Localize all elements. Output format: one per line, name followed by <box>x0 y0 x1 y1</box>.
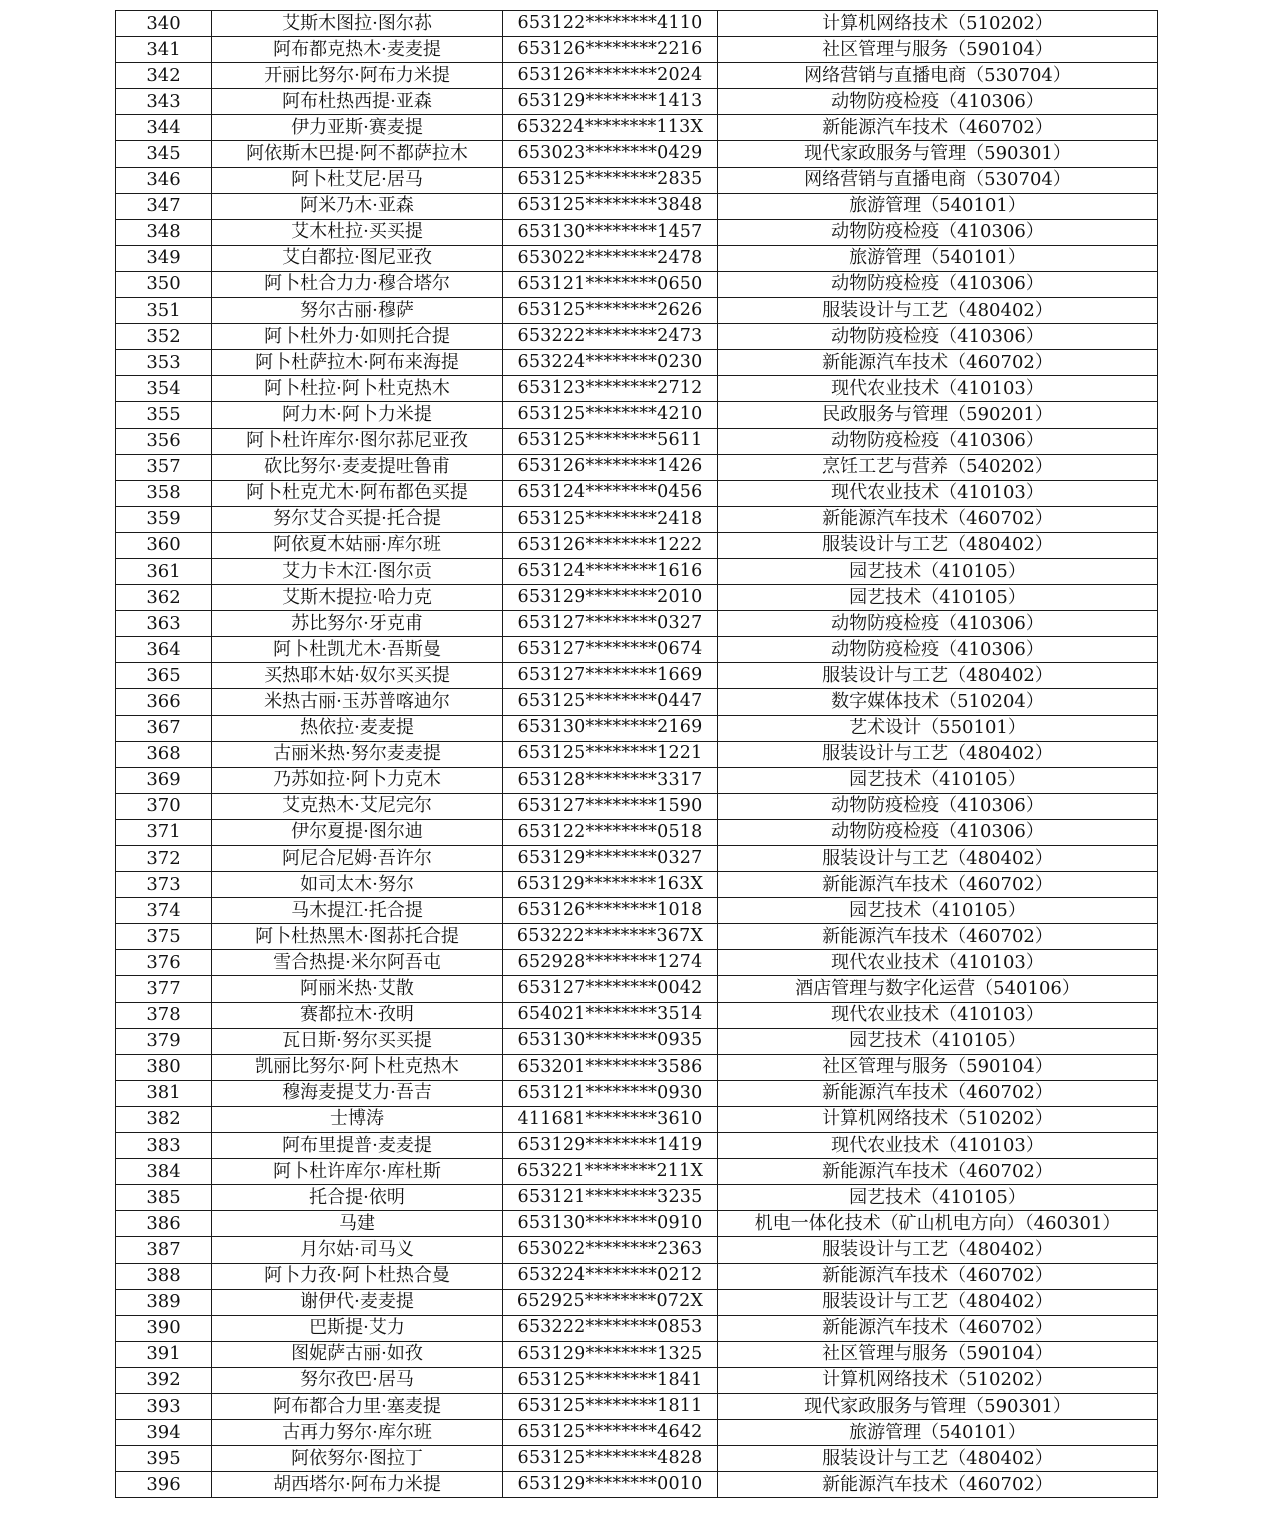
row-number-cell: 396 <box>116 1472 212 1498</box>
table-row <box>116 480 1158 506</box>
row-number-cell: 362 <box>116 585 212 611</box>
major-cell: 新能源汽车技术（460702） <box>718 115 1158 141</box>
row-number-cell: 345 <box>116 141 212 167</box>
major-cell: 园艺技术（410105） <box>718 767 1158 793</box>
major-cell: 新能源汽车技术（460702） <box>718 506 1158 532</box>
major-cell: 旅游管理（540101） <box>718 245 1158 271</box>
row-number-cell: 386 <box>116 1211 212 1237</box>
major-cell: 新能源汽车技术（460702） <box>718 872 1158 898</box>
row-number-cell: 384 <box>116 1159 212 1185</box>
name-cell: 阿卜力孜·阿卜杜热合曼 <box>212 1263 503 1289</box>
major-cell: 动物防疫检疫（410306） <box>718 637 1158 663</box>
name-cell: 努尔古丽·穆萨 <box>212 298 503 324</box>
table-row <box>116 1185 1158 1211</box>
major-cell: 动物防疫检疫（410306） <box>718 324 1158 350</box>
table-row <box>116 741 1158 767</box>
name-cell: 阿依斯木巴提·阿不都萨拉木 <box>212 141 503 167</box>
row-number-cell: 372 <box>116 846 212 872</box>
major-cell: 服装设计与工艺（480402） <box>718 663 1158 689</box>
major-cell: 服装设计与工艺（480402） <box>718 846 1158 872</box>
id-number-cell: 653127********0042 <box>503 976 718 1002</box>
id-number-cell: 653121********3235 <box>503 1185 718 1211</box>
row-number-cell: 383 <box>116 1133 212 1159</box>
name-cell: 伊尔夏提·图尔迪 <box>212 819 503 845</box>
id-number-cell: 652928********1274 <box>503 950 718 976</box>
name-cell: 阿力木·阿卜力米提 <box>212 402 503 428</box>
row-number-cell: 353 <box>116 350 212 376</box>
row-number-cell: 377 <box>116 976 212 1002</box>
table-row <box>116 689 1158 715</box>
id-number-cell: 653126********2216 <box>503 37 718 63</box>
name-cell: 巴斯提·艾力 <box>212 1315 503 1341</box>
row-number-cell: 389 <box>116 1289 212 1315</box>
id-number-cell: 653125********1841 <box>503 1367 718 1393</box>
name-cell: 阿布都克热木·麦麦提 <box>212 37 503 63</box>
major-cell: 酒店管理与数字化运营（540106） <box>718 976 1158 1002</box>
major-cell: 新能源汽车技术（460702） <box>718 1472 1158 1498</box>
row-number-cell: 344 <box>116 115 212 141</box>
name-cell: 热依拉·麦麦提 <box>212 715 503 741</box>
row-number-cell: 347 <box>116 193 212 219</box>
id-number-cell: 653125********2418 <box>503 506 718 532</box>
row-number-cell: 388 <box>116 1263 212 1289</box>
name-cell: 瓦日斯·努尔买买提 <box>212 1028 503 1054</box>
table-body <box>116 11 1158 1498</box>
table-row <box>116 219 1158 245</box>
row-number-cell: 349 <box>116 245 212 271</box>
table-row <box>116 141 1158 167</box>
major-cell: 现代家政服务与管理（590301） <box>718 1393 1158 1419</box>
name-cell: 阿卜杜许库尔·图尔荪尼亚孜 <box>212 428 503 454</box>
row-number-cell: 394 <box>116 1420 212 1446</box>
id-number-cell: 653125********2835 <box>503 167 718 193</box>
name-cell: 胡西塔尔·阿布力米提 <box>212 1472 503 1498</box>
id-number-cell: 653127********0674 <box>503 637 718 663</box>
table-row <box>116 611 1158 637</box>
table-row <box>116 350 1158 376</box>
id-number-cell: 653125********4828 <box>503 1446 718 1472</box>
name-cell: 艾力卡木江·图尔贡 <box>212 558 503 584</box>
table-row <box>116 532 1158 558</box>
id-number-cell: 653126********1426 <box>503 454 718 480</box>
major-cell: 新能源汽车技术（460702） <box>718 1159 1158 1185</box>
row-number-cell: 363 <box>116 611 212 637</box>
name-cell: 砍比努尔·麦麦提吐鲁甫 <box>212 454 503 480</box>
major-cell: 机电一体化技术（矿山机电方向）（460301） <box>718 1211 1158 1237</box>
table-row <box>116 402 1158 428</box>
major-cell: 园艺技术（410105） <box>718 1028 1158 1054</box>
table-row <box>116 324 1158 350</box>
major-cell: 动物防疫检疫（410306） <box>718 219 1158 245</box>
id-number-cell: 653128********3317 <box>503 767 718 793</box>
id-number-cell: 653125********2626 <box>503 298 718 324</box>
row-number-cell: 342 <box>116 63 212 89</box>
major-cell: 服装设计与工艺（480402） <box>718 741 1158 767</box>
id-number-cell: 653125********4210 <box>503 402 718 428</box>
id-number-cell: 653122********4110 <box>503 11 718 37</box>
table-row <box>116 950 1158 976</box>
row-number-cell: 378 <box>116 1002 212 1028</box>
major-cell: 动物防疫检疫（410306） <box>718 611 1158 637</box>
id-number-cell: 653125********4642 <box>503 1420 718 1446</box>
table-row <box>116 819 1158 845</box>
major-cell: 园艺技术（410105） <box>718 898 1158 924</box>
id-number-cell: 653121********0650 <box>503 271 718 297</box>
id-number-cell: 653125********1221 <box>503 741 718 767</box>
major-cell: 服装设计与工艺（480402） <box>718 298 1158 324</box>
major-cell: 现代家政服务与管理（590301） <box>718 141 1158 167</box>
table-row <box>116 1054 1158 1080</box>
table-row <box>116 271 1158 297</box>
name-cell: 买热耶木姑·奴尔买买提 <box>212 663 503 689</box>
row-number-cell: 350 <box>116 271 212 297</box>
id-number-cell: 653222********2473 <box>503 324 718 350</box>
id-number-cell: 653126********1222 <box>503 532 718 558</box>
row-number-cell: 340 <box>116 11 212 37</box>
id-number-cell: 653130********1457 <box>503 219 718 245</box>
id-number-cell: 653125********5611 <box>503 428 718 454</box>
row-number-cell: 366 <box>116 689 212 715</box>
id-number-cell: 653124********0456 <box>503 480 718 506</box>
id-number-cell: 653022********2478 <box>503 245 718 271</box>
major-cell: 计算机网络技术（510202） <box>718 1106 1158 1132</box>
name-cell: 阿布都合力里·塞麦提 <box>212 1393 503 1419</box>
major-cell: 新能源汽车技术（460702） <box>718 1315 1158 1341</box>
major-cell: 现代农业技术（410103） <box>718 480 1158 506</box>
table-row <box>116 1106 1158 1132</box>
id-number-cell: 653129********163X <box>503 872 718 898</box>
name-cell: 努尔艾合买提·托合提 <box>212 506 503 532</box>
name-cell: 阿布杜热西提·亚森 <box>212 89 503 115</box>
row-number-cell: 356 <box>116 428 212 454</box>
row-number-cell: 375 <box>116 924 212 950</box>
id-number-cell: 653125********3848 <box>503 193 718 219</box>
major-cell: 旅游管理（540101） <box>718 193 1158 219</box>
id-number-cell: 653127********0327 <box>503 611 718 637</box>
name-cell: 图妮萨古丽·如孜 <box>212 1341 503 1367</box>
id-number-cell: 653125********0447 <box>503 689 718 715</box>
major-cell: 艺术设计（550101） <box>718 715 1158 741</box>
table-row <box>116 976 1158 1002</box>
major-cell: 民政服务与管理（590201） <box>718 402 1158 428</box>
table-row <box>116 663 1158 689</box>
name-cell: 阿尼合尼姆·吾许尔 <box>212 846 503 872</box>
id-number-cell: 653129********1419 <box>503 1133 718 1159</box>
row-number-cell: 358 <box>116 480 212 506</box>
table-row <box>116 1472 1158 1498</box>
table-row <box>116 63 1158 89</box>
row-number-cell: 343 <box>116 89 212 115</box>
name-cell: 艾白都拉·图尼亚孜 <box>212 245 503 271</box>
table-row <box>116 872 1158 898</box>
major-cell: 服装设计与工艺（480402） <box>718 532 1158 558</box>
row-number-cell: 380 <box>116 1054 212 1080</box>
row-number-cell: 352 <box>116 324 212 350</box>
major-cell: 旅游管理（540101） <box>718 1420 1158 1446</box>
table-row <box>116 506 1158 532</box>
table-row <box>116 1002 1158 1028</box>
id-number-cell: 653129********0327 <box>503 846 718 872</box>
table-row <box>116 898 1158 924</box>
table-row <box>116 1028 1158 1054</box>
row-number-cell: 373 <box>116 872 212 898</box>
major-cell: 现代农业技术（410103） <box>718 1002 1158 1028</box>
major-cell: 服装设计与工艺（480402） <box>718 1289 1158 1315</box>
major-cell: 园艺技术（410105） <box>718 558 1158 584</box>
major-cell: 现代农业技术（410103） <box>718 950 1158 976</box>
major-cell: 园艺技术（410105） <box>718 585 1158 611</box>
name-cell: 托合提·依明 <box>212 1185 503 1211</box>
name-cell: 阿丽米热·艾散 <box>212 976 503 1002</box>
table-row <box>116 585 1158 611</box>
major-cell: 动物防疫检疫（410306） <box>718 271 1158 297</box>
major-cell: 网络营销与直播电商（530704） <box>718 167 1158 193</box>
name-cell: 阿卜杜拉·阿卜杜克热木 <box>212 376 503 402</box>
row-number-cell: 355 <box>116 402 212 428</box>
row-number-cell: 348 <box>116 219 212 245</box>
table-row <box>116 245 1158 271</box>
table-row <box>116 115 1158 141</box>
table-row <box>116 37 1158 63</box>
major-cell: 计算机网络技术（510202） <box>718 1367 1158 1393</box>
major-cell: 新能源汽车技术（460702） <box>718 1080 1158 1106</box>
id-number-cell: 653222********0853 <box>503 1315 718 1341</box>
name-cell: 士博涛 <box>212 1106 503 1132</box>
major-cell: 服装设计与工艺（480402） <box>718 1446 1158 1472</box>
row-number-cell: 360 <box>116 532 212 558</box>
table-row <box>116 1289 1158 1315</box>
table-row <box>116 1315 1158 1341</box>
name-cell: 阿卜杜艾尼·居马 <box>212 167 503 193</box>
row-number-cell: 374 <box>116 898 212 924</box>
major-cell: 新能源汽车技术（460702） <box>718 924 1158 950</box>
id-number-cell: 653129********1413 <box>503 89 718 115</box>
name-cell: 苏比努尔·牙克甫 <box>212 611 503 637</box>
id-number-cell: 653123********2712 <box>503 376 718 402</box>
name-cell: 艾斯木提拉·哈力克 <box>212 585 503 611</box>
name-cell: 古再力努尔·库尔班 <box>212 1420 503 1446</box>
id-number-cell: 653130********0910 <box>503 1211 718 1237</box>
major-cell: 社区管理与服务（590104） <box>718 1054 1158 1080</box>
enrollment-table <box>115 10 1158 1498</box>
row-number-cell: 354 <box>116 376 212 402</box>
name-cell: 乃苏如拉·阿卜力克木 <box>212 767 503 793</box>
table-row <box>116 767 1158 793</box>
table-row <box>116 1237 1158 1263</box>
major-cell: 动物防疫检疫（410306） <box>718 89 1158 115</box>
table-row <box>116 715 1158 741</box>
major-cell: 社区管理与服务（590104） <box>718 1341 1158 1367</box>
row-number-cell: 379 <box>116 1028 212 1054</box>
row-number-cell: 367 <box>116 715 212 741</box>
row-number-cell: 369 <box>116 767 212 793</box>
name-cell: 谢伊代·麦麦提 <box>212 1289 503 1315</box>
id-number-cell: 653121********0930 <box>503 1080 718 1106</box>
table-row <box>116 1420 1158 1446</box>
id-number-cell: 653127********1590 <box>503 793 718 819</box>
name-cell: 如司太木·努尔 <box>212 872 503 898</box>
id-number-cell: 653022********2363 <box>503 1237 718 1263</box>
table-row <box>116 89 1158 115</box>
id-number-cell: 653126********1018 <box>503 898 718 924</box>
name-cell: 开丽比努尔·阿布力米提 <box>212 63 503 89</box>
id-number-cell: 653130********2169 <box>503 715 718 741</box>
major-cell: 网络营销与直播电商（530704） <box>718 63 1158 89</box>
name-cell: 赛都拉木·孜明 <box>212 1002 503 1028</box>
row-number-cell: 391 <box>116 1341 212 1367</box>
table-row <box>116 637 1158 663</box>
name-cell: 阿布里提普·麦麦提 <box>212 1133 503 1159</box>
major-cell: 园艺技术（410105） <box>718 1185 1158 1211</box>
table-row <box>116 1263 1158 1289</box>
row-number-cell: 376 <box>116 950 212 976</box>
id-number-cell: 653224********0212 <box>503 1263 718 1289</box>
id-number-cell: 653023********0429 <box>503 141 718 167</box>
table-row <box>116 11 1158 37</box>
row-number-cell: 361 <box>116 558 212 584</box>
id-number-cell: 653222********367X <box>503 924 718 950</box>
id-number-cell: 653224********113X <box>503 115 718 141</box>
row-number-cell: 370 <box>116 793 212 819</box>
id-number-cell: 653201********3586 <box>503 1054 718 1080</box>
row-number-cell: 395 <box>116 1446 212 1472</box>
row-number-cell: 385 <box>116 1185 212 1211</box>
table-row <box>116 193 1158 219</box>
table-row <box>116 428 1158 454</box>
table-row <box>116 924 1158 950</box>
name-cell: 古丽米热·努尔麦麦提 <box>212 741 503 767</box>
id-number-cell: 653130********0935 <box>503 1028 718 1054</box>
major-cell: 烹饪工艺与营养（540202） <box>718 454 1158 480</box>
row-number-cell: 393 <box>116 1393 212 1419</box>
name-cell: 艾木杜拉·买买提 <box>212 219 503 245</box>
id-number-cell: 653126********2024 <box>503 63 718 89</box>
major-cell: 数字媒体技术（510204） <box>718 689 1158 715</box>
table-row <box>116 1159 1158 1185</box>
major-cell: 计算机网络技术（510202） <box>718 11 1158 37</box>
id-number-cell: 653129********0010 <box>503 1472 718 1498</box>
row-number-cell: 371 <box>116 819 212 845</box>
id-number-cell: 653129********2010 <box>503 585 718 611</box>
row-number-cell: 359 <box>116 506 212 532</box>
name-cell: 艾克热木·艾尼完尔 <box>212 793 503 819</box>
name-cell: 努尔孜巴·居马 <box>212 1367 503 1393</box>
name-cell: 月尔姑·司马义 <box>212 1237 503 1263</box>
row-number-cell: 392 <box>116 1367 212 1393</box>
table-row <box>116 298 1158 324</box>
major-cell: 动物防疫检疫（410306） <box>718 793 1158 819</box>
id-number-cell: 653124********1616 <box>503 558 718 584</box>
name-cell: 阿卜杜合力力·穆合塔尔 <box>212 271 503 297</box>
major-cell: 动物防疫检疫（410306） <box>718 819 1158 845</box>
name-cell: 阿米乃木·亚森 <box>212 193 503 219</box>
name-cell: 阿依夏木姑丽·库尔班 <box>212 532 503 558</box>
row-number-cell: 357 <box>116 454 212 480</box>
name-cell: 马木提江·托合提 <box>212 898 503 924</box>
major-cell: 动物防疫检疫（410306） <box>718 428 1158 454</box>
table-row <box>116 558 1158 584</box>
id-number-cell: 653122********0518 <box>503 819 718 845</box>
id-number-cell: 653224********0230 <box>503 350 718 376</box>
name-cell: 阿卜杜萨拉木·阿布来海提 <box>212 350 503 376</box>
name-cell: 凯丽比努尔·阿卜杜克热木 <box>212 1054 503 1080</box>
id-number-cell: 652925********072X <box>503 1289 718 1315</box>
table-row <box>116 1446 1158 1472</box>
id-number-cell: 653129********1325 <box>503 1341 718 1367</box>
table-row <box>116 846 1158 872</box>
row-number-cell: 351 <box>116 298 212 324</box>
major-cell: 现代农业技术（410103） <box>718 1133 1158 1159</box>
table-row <box>116 1211 1158 1237</box>
name-cell: 阿卜杜外力·如则托合提 <box>212 324 503 350</box>
row-number-cell: 382 <box>116 1106 212 1132</box>
table-row <box>116 1341 1158 1367</box>
major-cell: 新能源汽车技术（460702） <box>718 350 1158 376</box>
name-cell: 米热古丽·玉苏普喀迪尔 <box>212 689 503 715</box>
name-cell: 马建 <box>212 1211 503 1237</box>
row-number-cell: 387 <box>116 1237 212 1263</box>
id-number-cell: 653127********1669 <box>503 663 718 689</box>
row-number-cell: 346 <box>116 167 212 193</box>
major-cell: 新能源汽车技术（460702） <box>718 1263 1158 1289</box>
table-row <box>116 454 1158 480</box>
name-cell: 雪合热提·米尔阿吾屯 <box>212 950 503 976</box>
name-cell: 艾斯木图拉·图尔荪 <box>212 11 503 37</box>
table-row <box>116 1393 1158 1419</box>
row-number-cell: 364 <box>116 637 212 663</box>
name-cell: 阿卜杜凯尤木·吾斯曼 <box>212 637 503 663</box>
name-cell: 穆海麦提艾力·吾吉 <box>212 1080 503 1106</box>
table-row <box>116 167 1158 193</box>
row-number-cell: 390 <box>116 1315 212 1341</box>
name-cell: 阿依努尔·图拉丁 <box>212 1446 503 1472</box>
row-number-cell: 341 <box>116 37 212 63</box>
major-cell: 社区管理与服务（590104） <box>718 37 1158 63</box>
id-number-cell: 654021********3514 <box>503 1002 718 1028</box>
id-number-cell: 653125********1811 <box>503 1393 718 1419</box>
major-cell: 服装设计与工艺（480402） <box>718 1237 1158 1263</box>
table-row <box>116 793 1158 819</box>
row-number-cell: 368 <box>116 741 212 767</box>
table-row <box>116 376 1158 402</box>
id-number-cell: 653221********211X <box>503 1159 718 1185</box>
major-cell: 现代农业技术（410103） <box>718 376 1158 402</box>
row-number-cell: 381 <box>116 1080 212 1106</box>
table-row <box>116 1367 1158 1393</box>
table-row <box>116 1133 1158 1159</box>
id-number-cell: 411681********3610 <box>503 1106 718 1132</box>
name-cell: 阿卜杜热黑木·图荪托合提 <box>212 924 503 950</box>
table-row <box>116 1080 1158 1106</box>
row-number-cell: 365 <box>116 663 212 689</box>
name-cell: 阿卜杜克尤木·阿布都色买提 <box>212 480 503 506</box>
name-cell: 阿卜杜许库尔·库杜斯 <box>212 1159 503 1185</box>
name-cell: 伊力亚斯·赛麦提 <box>212 115 503 141</box>
